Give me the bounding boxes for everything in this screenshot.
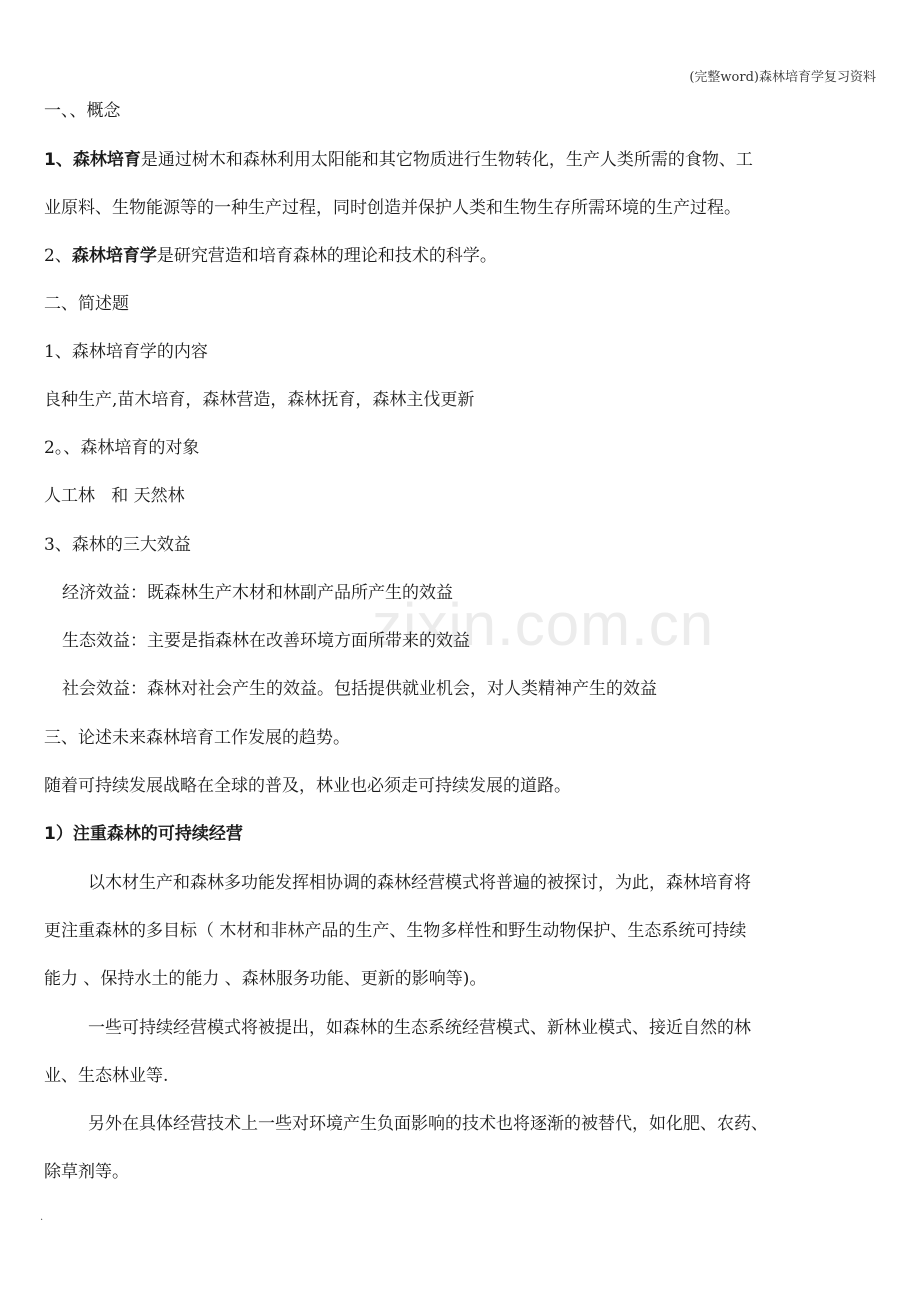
definition-1-number: 1、 bbox=[44, 150, 73, 170]
question-2-title: 2。、森林培育的对象 bbox=[44, 438, 200, 458]
definition-1-text: 是通过树木和森林利用太阳能和其它物质进行生物转化，生产人类所需的食物、工 bbox=[140, 150, 753, 170]
section1-title: 一、、概念 bbox=[44, 101, 121, 121]
section3-title: 三、论述未来森林培育工作发展的趋势。 bbox=[44, 728, 350, 748]
paragraph-2-line-1: 一些可持续经营模式将被提出，如森林的生态系统经营模式、新林业模式、接近自然的林 bbox=[88, 1018, 751, 1038]
watermark: zixin.com.cn bbox=[372, 591, 715, 658]
paragraph-1-line-1: 以木材生产和森林多功能发挥相协调的森林经营模式将普遍的被探讨，为此，森林培育将 bbox=[88, 873, 751, 893]
question-2-answer: 人工林 和 天然林 bbox=[44, 486, 185, 506]
question-1-title: 1、森林培育学的内容 bbox=[44, 342, 208, 362]
benefit-economic: 经济效益：既森林生产木材和林副产品所产生的效益 bbox=[62, 583, 453, 603]
section2-title: 二、简述题 bbox=[44, 294, 129, 314]
definition-2-text: 是研究营造和培育森林的理论和技术的科学。 bbox=[156, 246, 497, 266]
benefit-social: 社会效益：森林对社会产生的效益。包括提供就业机会，对人类精神产生的效益 bbox=[62, 679, 657, 699]
paragraph-2-line-2: 业、生态林业等. bbox=[44, 1066, 169, 1086]
definition-1-term: 森林培育 bbox=[72, 150, 141, 170]
definition-2-number: 2、 bbox=[44, 246, 72, 266]
paragraph-1-line-2: 更注重森林的多目标（ 木材和非林产品的生产、生物多样性和野生动物保护、生态系统可持续 bbox=[44, 921, 747, 941]
paragraph-1-line-3: 能力 、保持水土的能力 、森林服务功能、更新的影响等)。 bbox=[44, 969, 487, 989]
page-header: (完整word)森林培育学复习资料 bbox=[689, 70, 876, 85]
question-1-answer: 良种生产,苗木培育，森林营造，森林抚育，森林主伐更新 bbox=[44, 390, 475, 410]
definition-2 bbox=[44, 246, 497, 266]
definition-1-line-2: 业原料、生物能源等的一种生产过程，同时创造并保护人类和生物生存所需环境的生产过程。 bbox=[44, 198, 741, 218]
definition-1-line-1 bbox=[44, 150, 753, 170]
paragraph-3-line-2: 除草剂等。 bbox=[44, 1162, 129, 1182]
point-1-title: 1）注重森林的可持续经营 bbox=[44, 824, 243, 844]
benefit-ecological: 生态效益：主要是指森林在改善环境方面所带来的效益 bbox=[62, 631, 470, 651]
paragraph-3-line-1: 另外在具体经营技术上一些对环境产生负面影响的技术也将逐渐的被替代，如化肥、农药、 bbox=[88, 1114, 768, 1134]
section3-intro: 随着可持续发展战略在全球的普及，林业也必须走可持续发展的道路。 bbox=[44, 776, 571, 796]
question-3-title: 3、森林的三大效益 bbox=[44, 535, 191, 555]
definition-2-term: 森林培育学 bbox=[71, 246, 157, 266]
footer-dot: . bbox=[40, 1212, 44, 1223]
